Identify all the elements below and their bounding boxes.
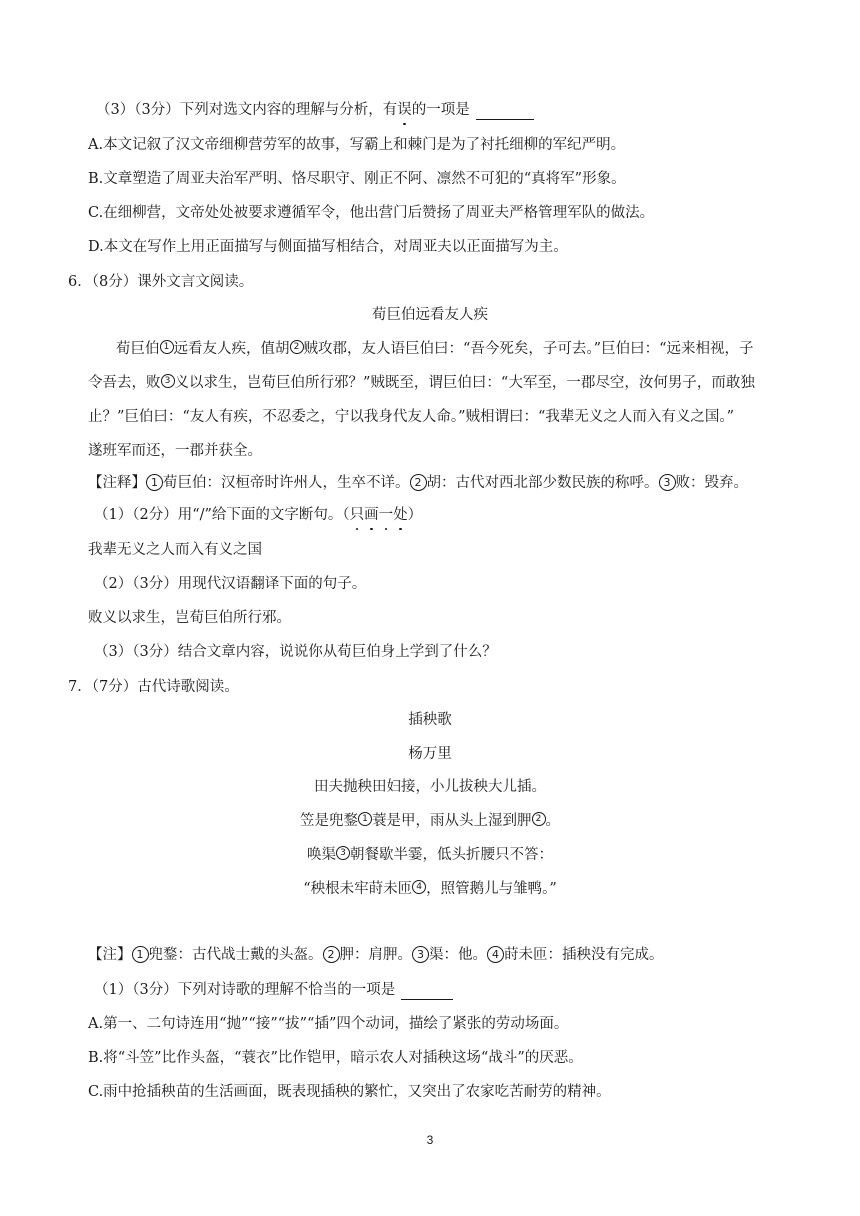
q6-p2-a: 令吾去，败 [88, 375, 161, 391]
q7-poem-line-1: 田夫抛秧田妇接，小儿拔秧大儿插。 [314, 779, 546, 795]
q7-l2-b: 蓑是甲，雨从头上湿到胛 [372, 813, 532, 829]
emphasis-char: 一 [378, 507, 394, 523]
emphasis-char: 处 [393, 507, 408, 523]
q7-option-b: B.将“斗笠”比作头盔，“蓑衣”比作铠甲，暗示农人对插秧这场“战斗”的厌恶。 [88, 1050, 583, 1066]
q5-3-option-c: C.在细柳营，文帝处处被要求遵循军令，他出营门后赞扬了周亚夫严格管理军队的做法。 [88, 205, 655, 221]
q6-note-1: 荀巨伯：汉桓帝时许州人，生卒不详。 [163, 475, 410, 491]
note-number-1: 1 [146, 474, 163, 491]
footnote-marker-2: 2 [290, 340, 304, 354]
q7-notes [88, 945, 664, 965]
answer-blank[interactable] [401, 983, 453, 1000]
q7-l4-b: ，照管鹅儿与雏鸭。” [426, 881, 557, 897]
q7-l3-b: 朝餐歇半霎，低头折腰只不答： [350, 847, 553, 863]
q7-option-a: A.第一、二句诗连用“抛”“接”“拔”“插”四个动词，描绘了紧张的劳动场面。 [88, 1016, 569, 1032]
q6-sub-1-text: 我辈无义之人而入有义之国 [88, 542, 262, 558]
q6-s1-a: （1）（2分）用“/”给下面的文字断句。（ [94, 507, 350, 523]
emphasis-char: 只 [349, 507, 365, 523]
q7-poem-title: 插秧歌 [408, 712, 452, 728]
q7-l2-a: 笠是兜鍪 [300, 813, 358, 829]
q7-l3-a: 唤渠 [307, 847, 336, 863]
q6-passage-line-1 [116, 339, 754, 359]
q5-3-stem-text-b: 的一项是 [411, 102, 470, 118]
q5-3-option-d: D.本文在写作上用正面描写与侧面描写相结合，对周亚夫以正面描写为主。 [88, 239, 568, 255]
q7-poem-line-2 [0, 811, 860, 831]
q6-sub-3: （3）（3分）结合文章内容，说说你从荀巨伯身上学到了什么？ [94, 644, 497, 660]
note-number-1: 1 [132, 946, 149, 963]
q5-3-emphasis-char: 误 [397, 102, 412, 118]
q6-note-3: 败：毁弃。 [675, 475, 748, 491]
q7-note-3: 渠：他。 [429, 947, 487, 963]
q5-3-option-a: A.本文记叙了汉文帝细柳营劳军的故事，写霸上和棘门是为了衬托细柳的军纪严明。 [88, 137, 626, 153]
q7-note-1: 兜鍪：古代战士戴的头盔。 [148, 947, 323, 963]
note-number-2: 2 [323, 946, 340, 963]
q6-passage-title: 荀巨伯远看友人疾 [372, 307, 488, 323]
q5-3-stem [96, 100, 534, 120]
q7-poem-author: 杨万里 [408, 746, 452, 762]
footnote-marker-3: 3 [336, 846, 350, 860]
note-number-2: 2 [410, 474, 427, 491]
q7-poem-line-3 [0, 845, 860, 865]
q6-p2-b: 义以求生，岂荀巨伯所行邪？”贼既至，谓巨伯曰：“大军至，一郡尽空，汝何男子，而敢独 [174, 375, 755, 391]
q7-note-4: 莳未匝：插秧没有完成。 [504, 947, 664, 963]
q6-heading: 6．（8分）课外文言文阅读。 [68, 274, 254, 290]
q7-l4-a: “秧根未牢莳未匝 [303, 881, 413, 897]
note-number-3: 3 [659, 474, 676, 491]
q6-passage-line-2 [88, 373, 755, 393]
q7-option-c: C.雨中抢插秧苗的生活画面，既表现插秧的繁忙，又突出了农家吃苦耐劳的精神。 [88, 1084, 611, 1100]
q6-passage-line-3: 止？”巨伯曰：“友人有疾，不忍委之，宁以我身代友人命。”贼相谓曰：“我辈无义之人而入有义之国。” [88, 409, 735, 425]
q7-s1-text: （1）（3分）下列对诗歌的理解不恰当的一项是 [94, 982, 396, 998]
q6-sub-2-text: 败义以求生，岂荀巨伯所行邪。 [88, 610, 291, 626]
q6-notes [88, 473, 748, 493]
footnote-marker-1: 1 [358, 812, 372, 826]
footnote-marker-4: 4 [412, 880, 426, 894]
footnote-marker-3: 3 [161, 374, 175, 388]
footnote-marker-2: 2 [532, 812, 546, 826]
q6-p1-b: 远看友人疾，值胡 [173, 341, 290, 357]
q6-s1-b: ） [407, 507, 423, 523]
q5-3-stem-text-a: （3）（3分）下列对选文内容的理解与分析，有 [96, 102, 398, 118]
q6-sub-1 [94, 505, 422, 525]
q6-passage-line-4: 遂班军而还，一郡并获全。 [88, 443, 262, 459]
q7-note-label: 【注】 [88, 947, 132, 963]
q5-3-option-b: B.文章塑造了周亚夫治军严明、恪尽职守、刚正不阿、凛然不可犯的“真将军”形象。 [88, 171, 626, 187]
q7-note-2: 胛：肩胛。 [339, 947, 412, 963]
page-number: 3 [426, 1133, 434, 1147]
q6-note-2: 胡：古代对西北部少数民族的称呼。 [426, 475, 659, 491]
footnote-marker-1: 1 [160, 340, 174, 354]
q7-l2-c: 。 [545, 813, 560, 829]
note-number-3: 3 [412, 946, 429, 963]
q6-p1-c: 贼攻郡，友人语巨伯曰：“吾今死矣，子可去。”巨伯曰：“远来相视，子 [303, 341, 754, 357]
q6-note-label: 【注释】 [88, 475, 146, 491]
q6-p1-a: 荀巨伯 [116, 341, 160, 357]
q7-poem-line-4 [0, 879, 860, 899]
emphasis-char: 画 [364, 507, 379, 523]
q7-heading: 7．（7分）古代诗歌阅读。 [68, 679, 239, 695]
q6-sub-2: （2）（3分）用现代汉语翻译下面的句子。 [94, 576, 367, 592]
q7-sub-1 [94, 980, 453, 1000]
answer-blank[interactable] [476, 103, 534, 120]
note-number-4: 4 [487, 946, 504, 963]
